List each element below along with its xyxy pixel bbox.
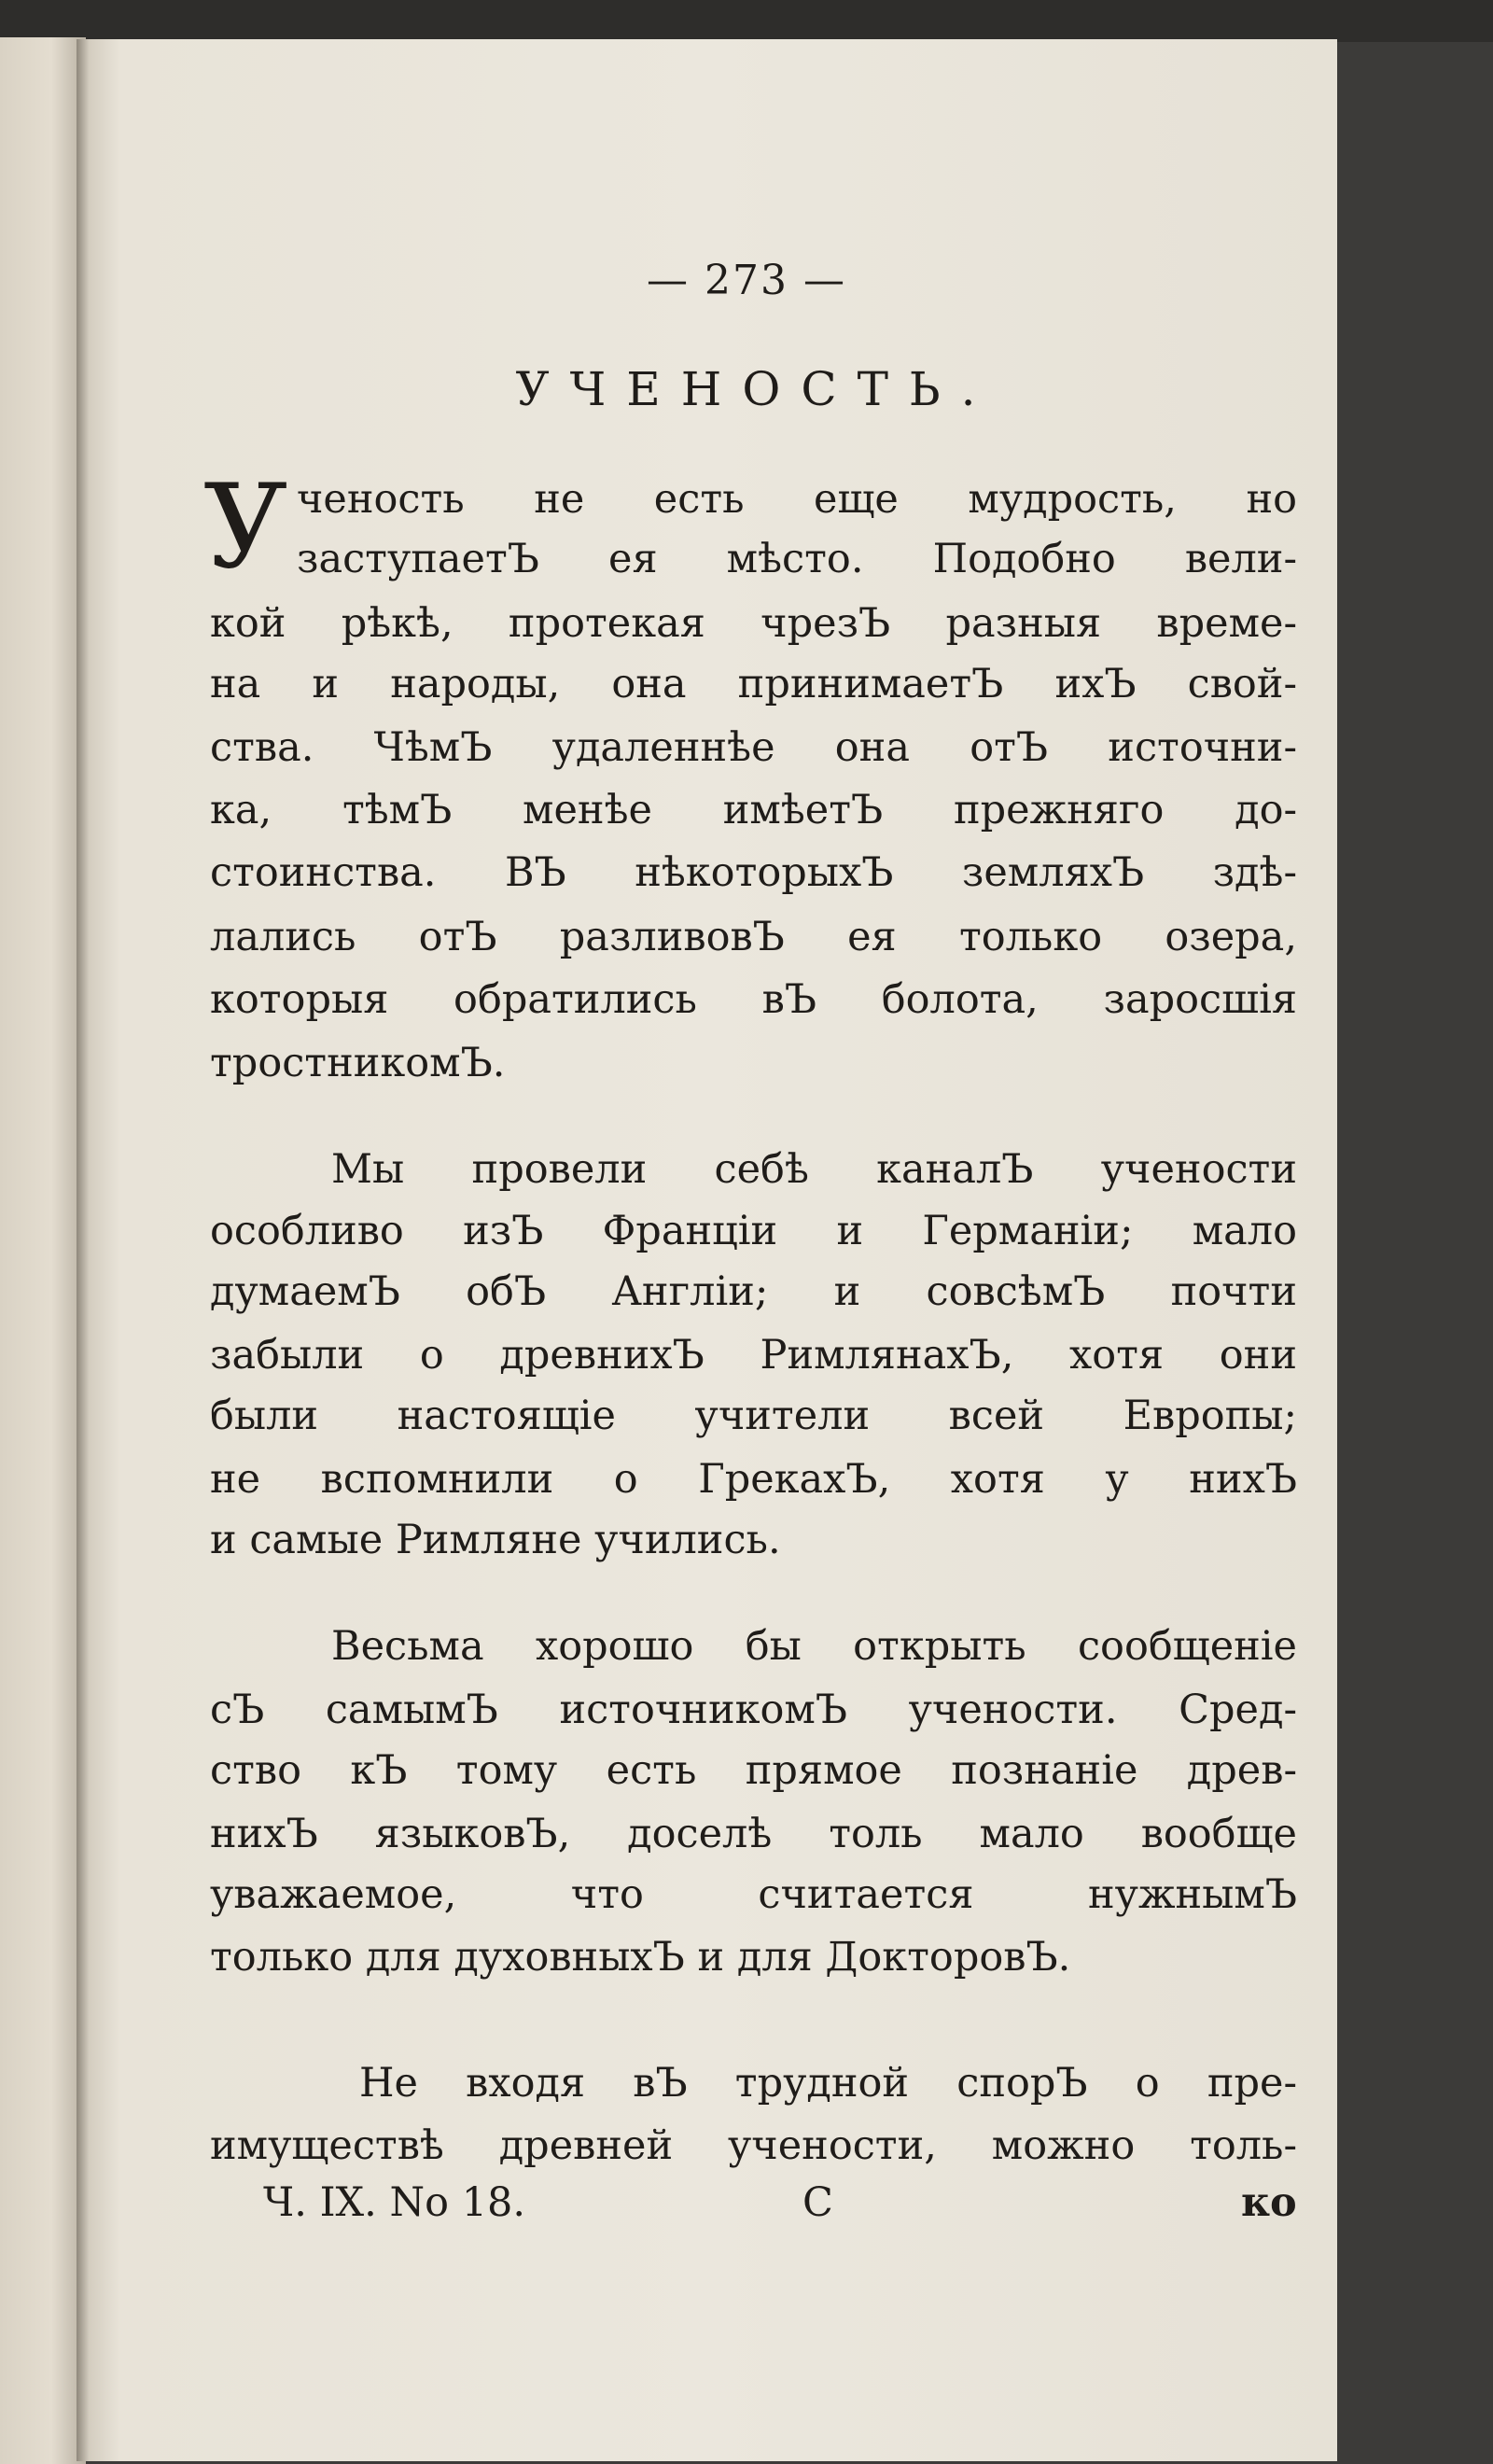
text-line: стоинства. ВЪ нѣкоторыхЪ земляхЪ здѣ- (210, 849, 1297, 896)
chapter-title: УЧЕНОСТЬ. (515, 362, 997, 416)
text-line: были настоящіе учители всей Европы; (210, 1393, 1297, 1439)
sheet-mark: С (802, 2179, 833, 2226)
drop-cap: У (203, 459, 288, 595)
scan-background-top (0, 0, 1493, 42)
text-line: Не входя вЪ трудной спорЪ о пре- (359, 2060, 1297, 2107)
text-line: ченость не есть еще мудрость, но (297, 476, 1297, 523)
text-line: ства. ЧѣмЪ удаленнѣе она отЪ источни- (210, 724, 1297, 771)
text-line: сЪ самымЪ источникомЪ учености. Сред- (210, 1687, 1297, 1733)
text-line: ство кЪ тому есть прямое познаніе древ- (210, 1747, 1297, 1794)
text-line: кой рѣкѣ, протекая чрезЪ разныя време- (210, 600, 1297, 647)
text-line: думаемЪ обЪ Англіи; и совсѣмЪ почти (210, 1268, 1297, 1315)
text-line: особливо изЪ Франціи и Германіи; мало (210, 1208, 1297, 1254)
signature-mark: Ч. IX. No 18. (263, 2179, 526, 2226)
text-line: имуществѣ древней учености, можно толь- (210, 2122, 1297, 2169)
text-line: заступаетЪ ея мѣсто. Подобно вели- (297, 536, 1297, 582)
text-line: которыя обратились вЪ болота, заросшія (210, 976, 1297, 1023)
text-line: только для духовныхЪ и для ДокторовЪ. (210, 1934, 1071, 1981)
text-line: не вспомнили о ГрекахЪ, хотя у нихЪ (210, 1456, 1297, 1503)
text-line: Весьма хорошо бы открыть сообщеніе (331, 1623, 1297, 1670)
text-line: Мы провели себѣ каналЪ учености (331, 1146, 1297, 1193)
text-line: ка, тѣмЪ менѣе имѣетЪ прежняго до- (210, 787, 1297, 833)
text-line: забыли о древнихЪ РимлянахЪ, хотя они (210, 1332, 1297, 1379)
text-line: и самые Римляне учились. (210, 1517, 781, 1563)
text-line: уважаемое, что считается нужнымЪ (210, 1871, 1297, 1918)
text-line: лались отЪ разливовЪ ея только озера, (210, 914, 1297, 960)
text-line: тростникомЪ. (210, 1040, 506, 1086)
page-number: — 273 — (647, 257, 846, 304)
catchword: ко (1241, 2179, 1297, 2226)
text-line: на и народы, она принимаетЪ ихЪ свой- (210, 661, 1297, 707)
text-line: нихЪ языковЪ, доселѣ толь мало вообще (210, 1811, 1297, 1857)
